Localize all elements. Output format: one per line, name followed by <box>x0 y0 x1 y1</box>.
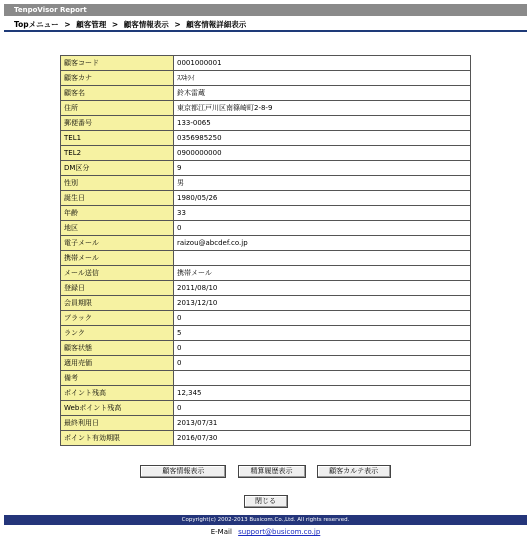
table-row <box>61 131 471 146</box>
table-row <box>61 86 471 101</box>
field-label: ポイント残高 <box>61 386 174 401</box>
field-value: 12,345 <box>174 386 471 401</box>
field-value: 2013/07/31 <box>174 416 471 431</box>
breadcrumb-separator: > <box>64 20 71 29</box>
field-label: 最終利用日 <box>61 416 174 431</box>
table-row <box>61 221 471 236</box>
action-button-row <box>0 458 531 478</box>
table-row <box>61 56 471 71</box>
field-label: 年齢 <box>61 206 174 221</box>
field-value: 0 <box>174 401 471 416</box>
breadcrumb-separator: > <box>111 20 119 29</box>
field-value: 133-0065 <box>174 116 471 131</box>
table-row <box>61 191 471 206</box>
field-value: 0001000001 <box>174 56 471 71</box>
field-label: 性別 <box>61 176 174 191</box>
field-label: 住所 <box>61 101 174 116</box>
field-value: 5 <box>174 326 471 341</box>
field-value: 0900000000 <box>174 146 471 161</box>
field-label: 携帯メール <box>61 251 174 266</box>
customer-chart-button[interactable]: 顧客カルテ表示 <box>317 465 391 478</box>
field-value: 2016/07/30 <box>174 431 471 446</box>
breadcrumb-customer-info[interactable]: 顧客情報表示 <box>123 20 169 29</box>
table-row <box>61 236 471 251</box>
field-value: 0356985250 <box>174 131 471 146</box>
email-label: E-Mail <box>210 528 232 536</box>
table-row <box>61 71 471 86</box>
table-row <box>61 146 471 161</box>
field-value <box>174 371 471 386</box>
field-label: 顧客カナ <box>61 71 174 86</box>
copyright-text: Copyright(c) 2002-2013 Busicom.Co.,Ltd. All rights reserved. <box>181 517 350 523</box>
breadcrumb <box>4 18 527 32</box>
field-label: ポイント有効期限 <box>61 431 174 446</box>
customer-detail-table <box>60 55 471 446</box>
contact-email <box>0 528 531 536</box>
field-label: Webポイント残高 <box>61 401 174 416</box>
table-row <box>61 176 471 191</box>
field-value: ｽｽｷﾗｲ <box>174 71 471 86</box>
table-row <box>61 161 471 176</box>
table-row <box>61 116 471 131</box>
table-row <box>61 311 471 326</box>
table-row <box>61 281 471 296</box>
breadcrumb-separator: > <box>174 20 181 29</box>
app-title-bar <box>4 4 527 16</box>
field-value: 鈴木雷蔵 <box>174 86 471 101</box>
field-value: 0 <box>174 221 471 236</box>
field-value: raizou@abcdef.co.jp <box>174 236 471 251</box>
field-value: 1980/05/26 <box>174 191 471 206</box>
table-row <box>61 431 471 446</box>
table-row <box>61 326 471 341</box>
field-label: 会員期限 <box>61 296 174 311</box>
field-label: ランク <box>61 326 174 341</box>
table-row <box>61 251 471 266</box>
table-row <box>61 266 471 281</box>
table-row <box>61 341 471 356</box>
field-label: 郵便番号 <box>61 116 174 131</box>
field-value <box>174 251 471 266</box>
table-row <box>61 296 471 311</box>
field-value: 0 <box>174 311 471 326</box>
field-label: 備考 <box>61 371 174 386</box>
field-label: 電子メール <box>61 236 174 251</box>
app-title: TenpoVisor Report <box>14 6 87 14</box>
field-label: 顧客コード <box>61 56 174 71</box>
close-button-row <box>0 488 531 508</box>
table-row <box>61 356 471 371</box>
footer-bar <box>4 515 527 525</box>
table-row <box>61 371 471 386</box>
customer-info-button[interactable]: 顧客情報表示 <box>140 465 226 478</box>
field-value: 2013/12/10 <box>174 296 471 311</box>
field-value: 0 <box>174 341 471 356</box>
field-label: メール送信 <box>61 266 174 281</box>
table-row <box>61 416 471 431</box>
field-label: TEL2 <box>61 146 174 161</box>
payment-history-button[interactable]: 精算履歴表示 <box>238 465 306 478</box>
field-value: 33 <box>174 206 471 221</box>
field-label: 顧客状態 <box>61 341 174 356</box>
table-row <box>61 386 471 401</box>
table-row <box>61 101 471 116</box>
breadcrumb-top-menu[interactable]: Topメニュー <box>14 20 59 29</box>
breadcrumb-customer-management[interactable]: 顧客管理 <box>76 20 107 29</box>
field-label: ブラック <box>61 311 174 326</box>
breadcrumb-customer-detail: 顧客情報詳細表示 <box>186 20 247 29</box>
close-button[interactable]: 閉じる <box>244 495 288 508</box>
field-label: 顧客名 <box>61 86 174 101</box>
field-label: 誕生日 <box>61 191 174 206</box>
support-email-link[interactable]: support@busicom.co.jp <box>238 528 321 536</box>
field-label: 地区 <box>61 221 174 236</box>
field-value: 2011/08/10 <box>174 281 471 296</box>
field-value: 0 <box>174 356 471 371</box>
field-value: 東京都江戸川区南篠崎町2-8-9 <box>174 101 471 116</box>
field-label: 登録日 <box>61 281 174 296</box>
table-row <box>61 206 471 221</box>
field-value: 男 <box>174 176 471 191</box>
field-label: TEL1 <box>61 131 174 146</box>
field-value: 携帯メール <box>174 266 471 281</box>
field-value: 9 <box>174 161 471 176</box>
field-label: 適用売価 <box>61 356 174 371</box>
field-label: DM区分 <box>61 161 174 176</box>
table-row <box>61 401 471 416</box>
